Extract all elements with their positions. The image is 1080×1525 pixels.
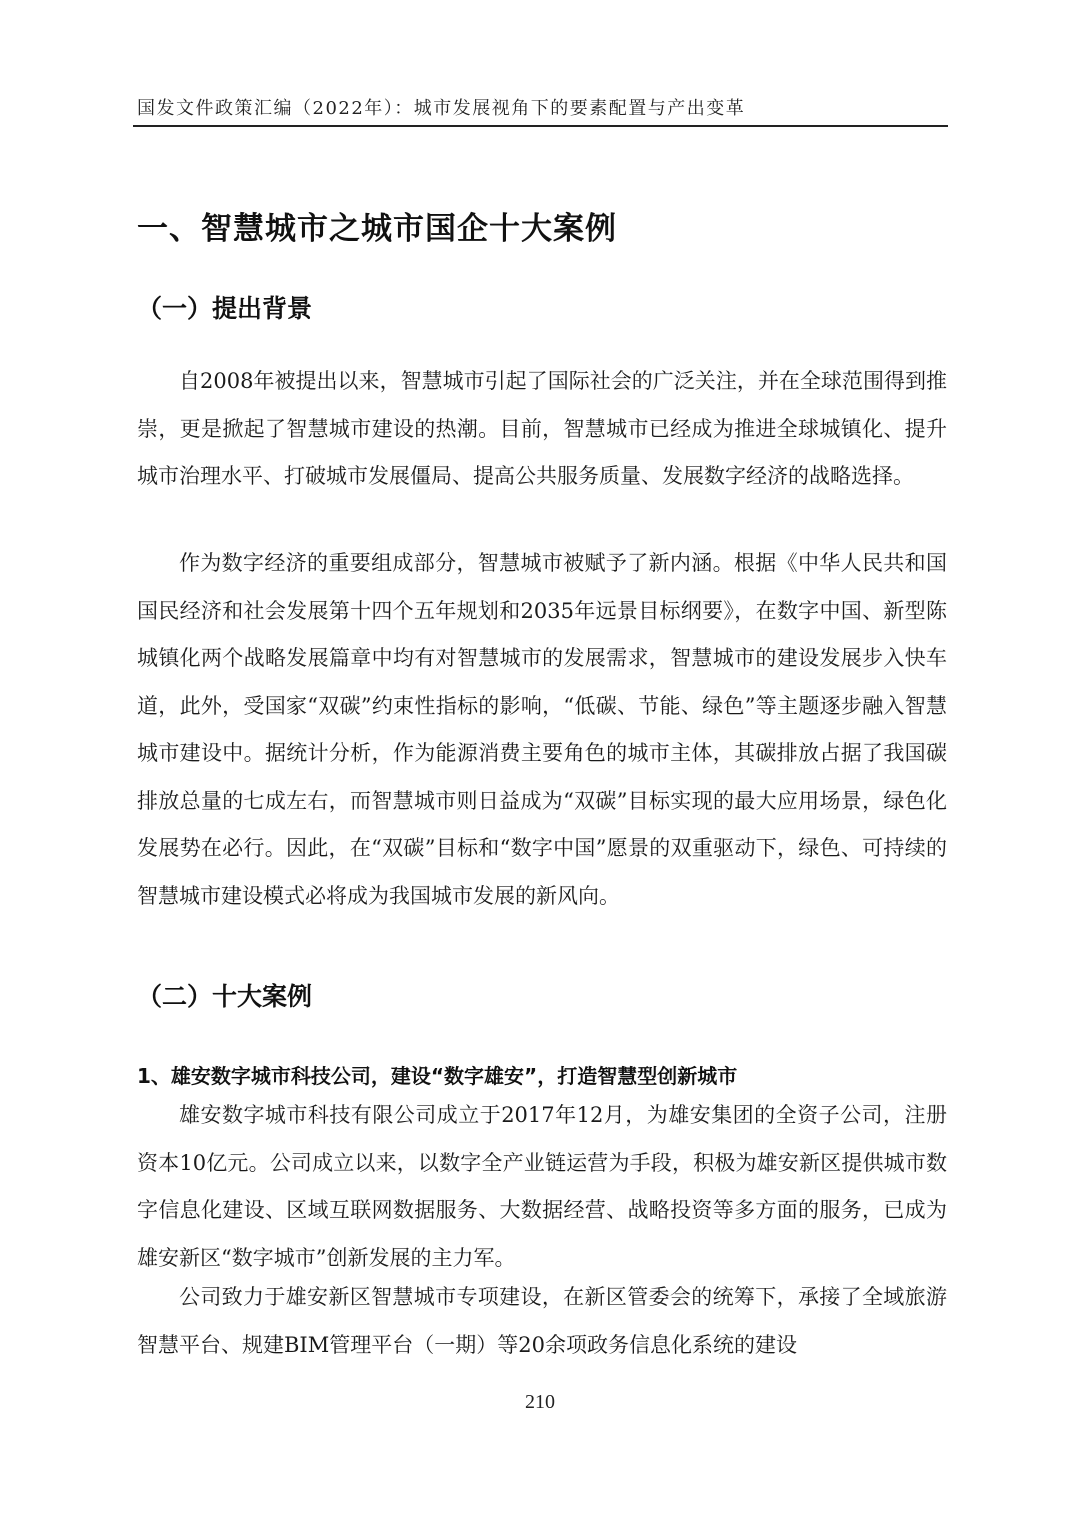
paragraph: 公司致力于雄安新区智慧城市专项建设，在新区管委会的统筹下，承接了全域旅游智慧平台、规建BIM管理平台（一期）等20余项政务信息化系统的建设 [137,1285,947,1357]
header-divider [133,125,948,127]
section-title: 一、智慧城市之城市国企十大案例 [137,211,617,247]
running-header: 国发文件政策汇编（2022年）：城市发展视角下的要素配置与产出变革 [137,98,746,119]
case-title: 1、雄安数字城市科技公司，建设“数字雄安”，打造智慧型创新城市 [137,1064,738,1088]
paragraph: 作为数字经济的重要组成部分，智慧城市被赋予了新内涵。根据《中华人民共和国国民经济和社会发展第十四个五年规划和2035年远景目标纲要》，在数字中国、新型陈城镇化两个战略发展篇章中均有对智慧城市的发展需求，智慧城市的建设发展步入快车道，此外，受国家“双碳”约束性指标的影响，“低碳、节能、绿色”等主题逐步融入智慧城市建设中。据统计分析，作为能源消费主要角色的城市主体，其碳排放占据了我国碳排放总量的七成左右，而智慧城市则日益成为“双碳”目标实现的最大应用场景，绿色化发展势在必行。因此，在“双碳”目标和“数字中国”愿景的双重驱动下，绿色、可持续的智慧城市建设模式必将成为我国城市发展的新风向。 [137,551,947,908]
subsection-title-background: （一）提出背景 [137,294,313,323]
subsection-title-cases: （二）十大案例 [137,982,313,1011]
paragraph: 自2008年被提出以来，智慧城市引起了国际社会的广泛关注，并在全球范围得到推崇，更是掀起了智慧城市建设的热潮。目前，智慧城市已经成为推进全球城镇化、提升城市治理水平、打破城市发展僵局、提高公共服务质量、发展数字经济的战略选择。 [137,369,947,488]
paragraph: 雄安数字城市科技有限公司成立于2017年12月，为雄安集团的全资子公司，注册资本10亿元。公司成立以来，以数字全产业链运营为手段，积极为雄安新区提供城市数字信息化建设、区域互联网数据服务、大数据经营、战略投资等多方面的服务，已成为雄安新区“数字城市”创新发展的主力军。 [137,1103,947,1270]
page-number: 210 [525,1391,555,1413]
